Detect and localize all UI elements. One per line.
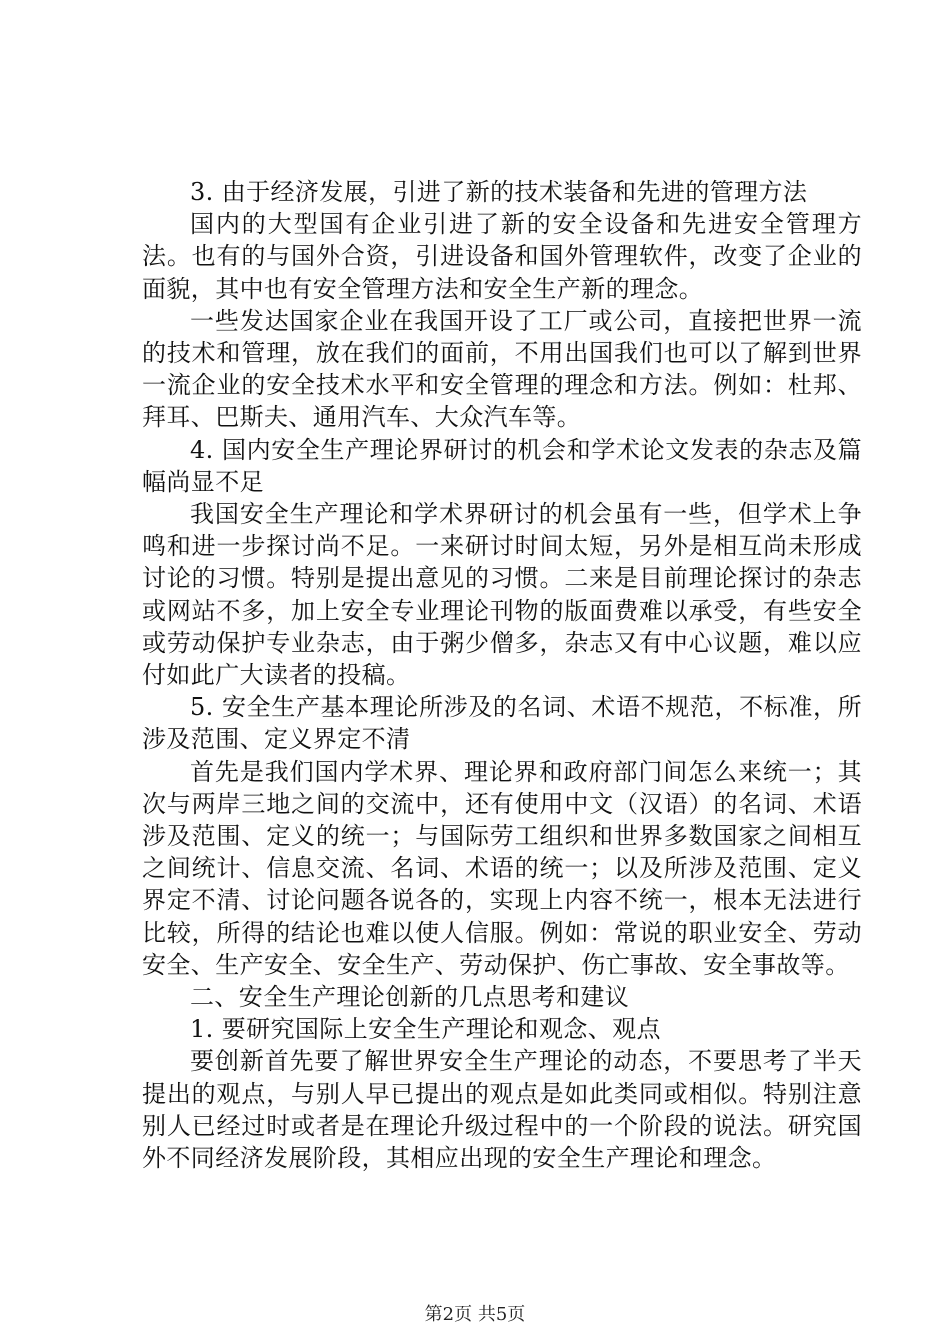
heading-terminology: 5. 安全生产基本理论所涉及的名词、术语不规范，不标准，所涉及范围、定义界定不清 xyxy=(142,693,862,754)
paragraph-domestic-enterprises: 国内的大型国有企业引进了新的安全设备和先进安全管理方法。也有的与国外合资，引进设备和国外管理软件，改变了企业的面貌，其中也有安全管理方法和安全生产新的理念。 xyxy=(142,210,862,303)
heading-academic-discussion: 4. 国内安全生产理论界研讨的机会和学术论文发表的杂志及篇幅尚显不足 xyxy=(142,435,862,496)
document-body xyxy=(142,176,862,1174)
heading-international-theory: 1. 要研究国际上安全生产理论和观念、观点 xyxy=(190,1015,661,1044)
paragraph-international-theory: 要创新首先要了解世界安全生产理论的动态，不要思考了半天提出的观点，与别人早已提出的观点是如此类同或相似。特别注意别人已经过时或者是在理论升级过程中的一个阶段的说法。研究国外不同经济发展阶段，其相应出现的安全生产理论和理念。 xyxy=(142,1047,862,1173)
paragraph-academic-discussion: 我国安全生产理论和学术界研讨的机会虽有一些，但学术上争鸣和进一步探讨尚不足。一来研讨时间太短，另外是相互尚未形成讨论的习惯。特别是提出意见的习惯。二来是目前理论探讨的杂志或网站不多，加上安全专业理论刊物的版面费难以承受，有些安全或劳动保护专业杂志，由于粥少僧多，杂志又有中心议题，难以应付如此广大读者的投稿。 xyxy=(142,500,862,690)
paragraph-foreign-enterprises: 一些发达国家企业在我国开设了工厂或公司，直接把世界一流的技术和管理，放在我们的面前，不用出国我们也可以了解到世界一流企业的安全技术水平和安全管理的理念和方法。例如：杜邦、拜耳、巴斯夫、通用汽车、大众汽车等。 xyxy=(142,306,862,432)
heading-economic-development: 3. 由于经济发展，引进了新的技术装备和先进的管理方法 xyxy=(190,178,808,206)
section-heading-innovation: 二、安全生产理论创新的几点思考和建议 xyxy=(190,983,630,1012)
paragraph-terminology: 首先是我们国内学术界、理论界和政府部门间怎么来统一；其次与两岸三地之间的交流中，还有使用中文（汉语）的名词、术语涉及范围、定义的统一；与国际劳工组织和世界多数国家之间相互之间统计、信息交流、名词、术语的统一；以及所涉及范围、定义界定不清、讨论问题各说各的，实现上内容不统一，根本无法进行比较，所得的结论也难以使人信服。例如：常说的职业安全、劳动安全、生产安全、安全生产、劳动保护、伤亡事故、安全事故等。 xyxy=(142,757,862,979)
page-number-footer: 第2页 共5页 xyxy=(424,1304,526,1325)
